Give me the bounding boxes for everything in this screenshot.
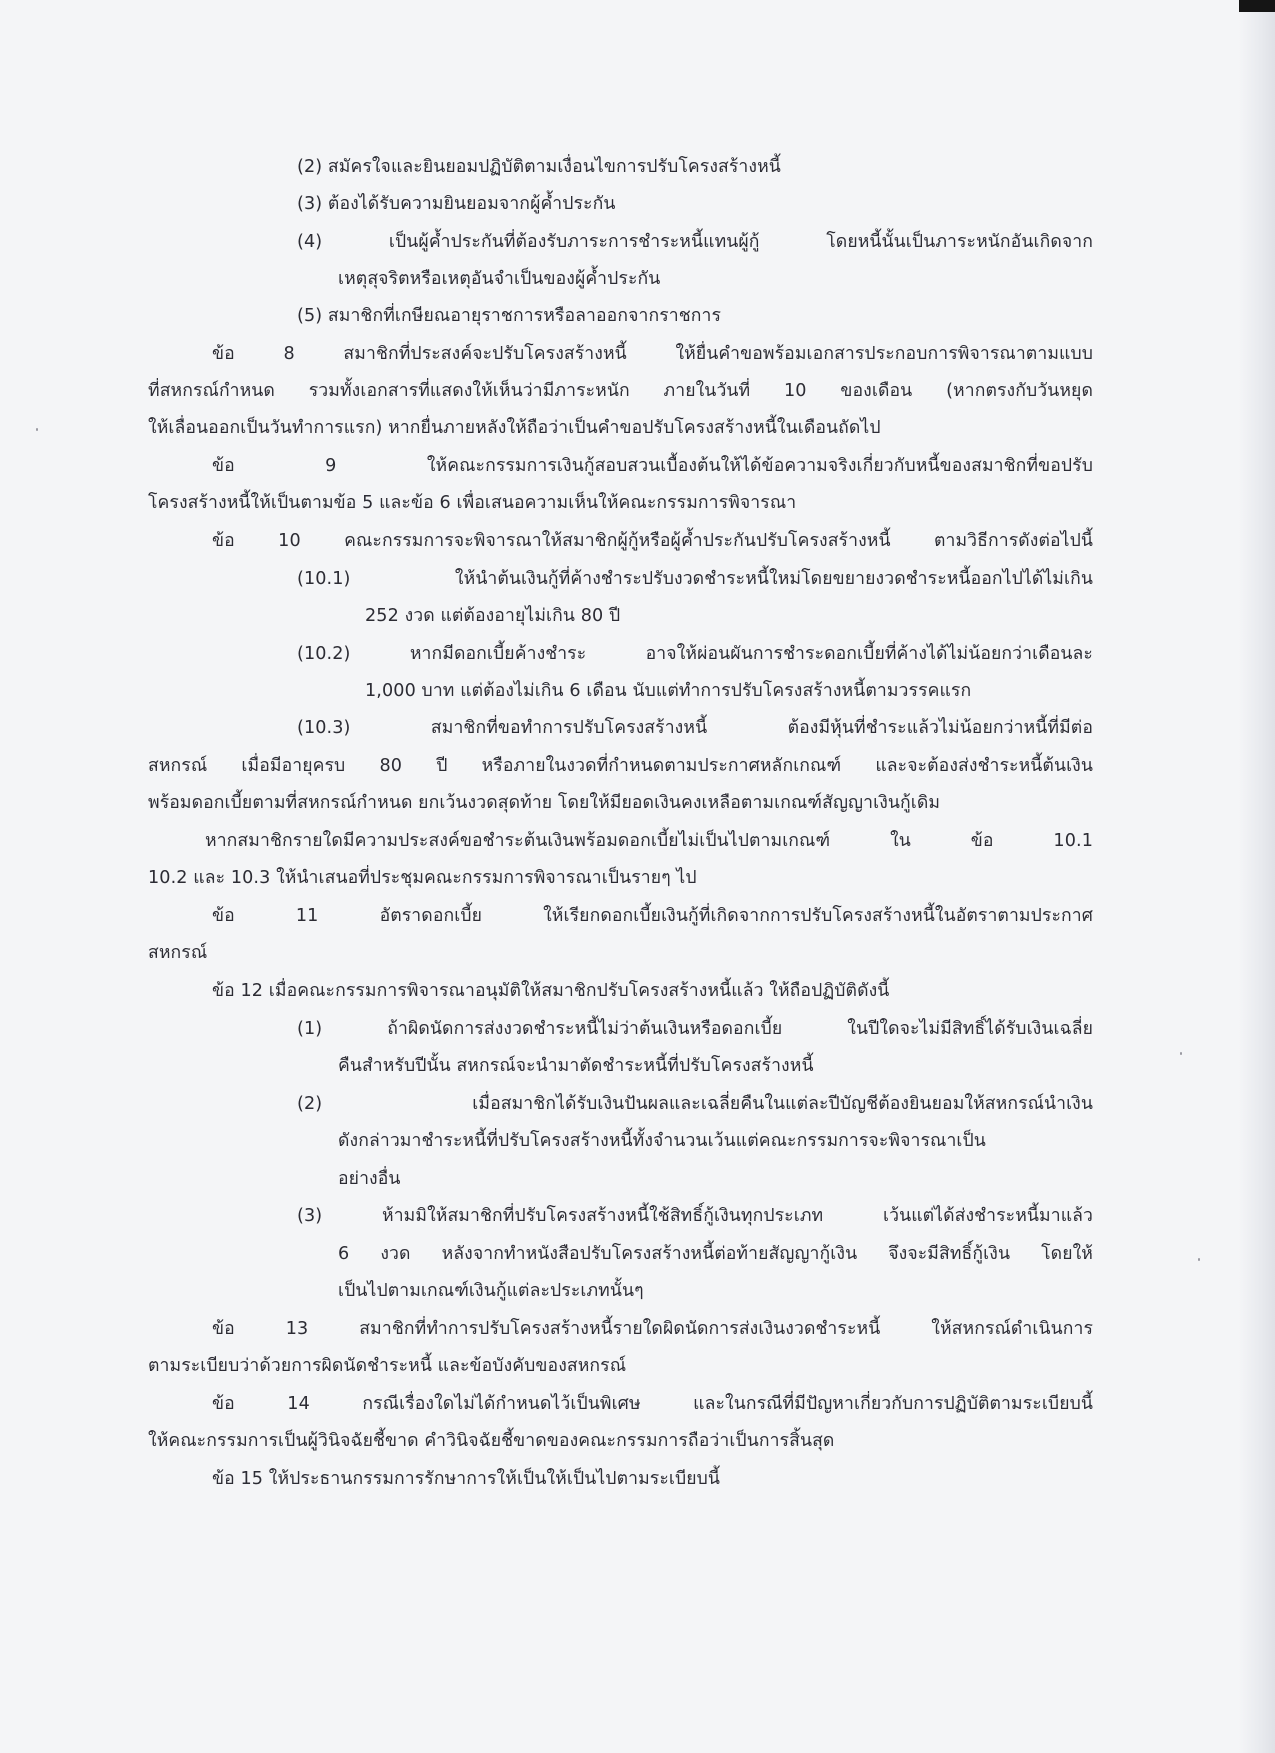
- clause-7-item-2: (2) สมัครใจและยินยอมปฏิบัติตามเงื่อนไขการปรับโครงสร้างหนี้: [297, 157, 781, 177]
- clause-12-item-1-cont: คืนสำหรับปีนั้น สหกรณ์จะนำมาตัดชำระหนี้ที่ปรับโครงสร้างหนี้: [338, 1056, 814, 1076]
- scan-speck: [36, 428, 38, 431]
- clause-12-item-3: (3) ห้ามมิให้สมาชิกที่ปรับโครงสร้างหนี้ใช้สิทธิ์กู้เงินทุกประเภท เว้นแต่ได้ส่งชำระหนี้มาแล้ว: [297, 1206, 1093, 1226]
- clause-10-1-cont: 252 งวด แต่ต้องอายุไม่เกิน 80 ปี: [365, 606, 621, 626]
- clause-11-line-2: สหกรณ์: [148, 943, 208, 963]
- clause-12-item-3-cont: 6 งวด หลังจากทำหนังสือปรับโครงสร้างหนี้ต่อท้ายสัญญากู้เงิน จึงจะมีสิทธิ์กู้เงิน โดยให้: [338, 1244, 1093, 1264]
- clause-9-line-2: โครงสร้างหนี้ให้เป็นตามข้อ 5 และข้อ 6 เพื่อเสนอความเห็นให้คณะกรรมการพิจารณา: [148, 493, 797, 513]
- clause-10-2-cont: 1,000 บาท แต่ต้องไม่เกิน 6 เดือน นับแต่ทำการปรับโครงสร้างหนี้ตามวรรคแรก: [365, 681, 972, 701]
- clause-8: ข้อ 8 สมาชิกที่ประสงค์จะปรับโครงสร้างหนี้ ให้ยื่นคำขอพร้อมเอกสารประกอบการพิจารณาตามแบบ: [212, 344, 1093, 364]
- clause-10-3-line-2: สหกรณ์ เมื่อมีอายุครบ 80 ปี หรือภายในงวดที่กำหนดตามประกาศหลักเกณฑ์ และจะต้องส่งชำระหนี้ต้นเงิน: [148, 756, 1093, 776]
- clause-12-item-1: (1) ถ้าผิดนัดการส่งงวดชำระหนี้ไม่ว่าต้นเงินหรือดอกเบี้ย ในปีใดจะไม่มีสิทธิ์ได้รับเงินเฉลี่ย: [297, 1019, 1093, 1039]
- clause-7-item-4: (4) เป็นผู้ค้ำประกันที่ต้องรับภาระการชำระหนี้แทนผู้กู้ โดยหนี้นั้นเป็นภาระหนักอันเกิดจาก: [297, 232, 1093, 252]
- clause-9: ข้อ 9 ให้คณะกรรมการเงินกู้สอบสวนเบื้องต้นให้ได้ข้อความจริงเกี่ยวกับหนี้ของสมาชิกที่ขอปรับ: [212, 456, 1093, 476]
- clause-7-item-4-cont: เหตุสุจริตหรือเหตุอันจำเป็นของผู้ค้ำประกัน: [338, 269, 661, 289]
- scan-speck: [1198, 1258, 1200, 1261]
- clause-14-line-2: ให้คณะกรรมการเป็นผู้วินิจฉัยชี้ขาด คำวินิจฉัยชี้ขาดของคณะกรรมการถือว่าเป็นการสิ้นสุด: [148, 1431, 835, 1451]
- clause-10-3-line-3: พร้อมดอกเบี้ยตามที่สหกรณ์กำหนด ยกเว้นงวดสุดท้าย โดยให้มียอดเงินคงเหลือตามเกณฑ์สัญญาเงินกู้เดิม: [148, 793, 941, 813]
- clause-12: ข้อ 12 เมื่อคณะกรรมการพิจารณาอนุมัติให้สมาชิกปรับโครงสร้างหนี้แล้ว ให้ถือปฏิบัติดังนี้: [212, 981, 890, 1001]
- clause-12-item-3-cont-2: เป็นไปตามเกณฑ์เงินกู้แต่ละประเภทนั้นๆ: [338, 1281, 644, 1301]
- scan-corner-mark: [1239, 0, 1275, 12]
- clause-10-2: (10.2) หากมีดอกเบี้ยค้างชำระ อาจให้ผ่อนผันการชำระดอกเบี้ยที่ค้างได้ไม่น้อยกว่าเดือนละ: [297, 644, 1093, 664]
- clause-10-3: (10.3) สมาชิกที่ขอทำการปรับโครงสร้างหนี้ ต้องมีหุ้นที่ชำระแล้วไม่น้อยกว่าหนี้ที่มีต่อ: [297, 718, 1093, 738]
- clause-7-item-5: (5) สมาชิกที่เกษียณอายุราชการหรือลาออกจากราชการ: [297, 306, 722, 326]
- clause-10-1: (10.1) ให้นำต้นเงินกู้ที่ค้างชำระปรับงวดชำระหนี้ใหม่โดยขยายงวดชำระหนี้ออกไปได้ไม่เกิน: [297, 569, 1093, 589]
- scan-speck: [1180, 1052, 1182, 1055]
- clause-8-line-3: ให้เลื่อนออกเป็นวันทำการแรก) หากยื่นภายหลังให้ถือว่าเป็นคำขอปรับโครงสร้างหนี้ในเดือนถัดไป: [148, 418, 881, 438]
- clause-11: ข้อ 11 อัตราดอกเบี้ย ให้เรียกดอกเบี้ยเงินกู้ที่เกิดจากการปรับโครงสร้างหนี้ในอัตราตามประกาศ: [212, 906, 1093, 926]
- clause-10: ข้อ 10 คณะกรรมการจะพิจารณาให้สมาชิกผู้กู้หรือผู้ค้ำประกันปรับโครงสร้างหนี้ ตามวิธีการดังต่อไปนี้: [212, 531, 1093, 551]
- clause-10-note: หากสมาชิกรายใดมีความประสงค์ขอชำระต้นเงินพร้อมดอกเบี้ยไม่เป็นไปตามเกณฑ์ ใน ข้อ 10.1: [205, 831, 1093, 851]
- clause-12-item-2-cont-2: อย่างอื่น: [338, 1169, 401, 1189]
- clause-7-item-3: (3) ต้องได้รับความยินยอมจากผู้ค้ำประกัน: [297, 194, 616, 214]
- clause-15: ข้อ 15 ให้ประธานกรรมการรักษาการให้เป็นให้เป็นไปตามระเบียบนี้: [212, 1469, 721, 1489]
- clause-12-item-2: (2) เมื่อสมาชิกได้รับเงินปันผลและเฉลี่ยคืนในแต่ละปีบัญชีต้องยินยอมให้สหกรณ์นำเงิน: [297, 1094, 1093, 1114]
- clause-10-note-line-2: 10.2 และ 10.3 ให้นำเสนอที่ประชุมคณะกรรมการพิจารณาเป็นรายๆ ไป: [148, 868, 697, 888]
- clause-13: ข้อ 13 สมาชิกที่ทำการปรับโครงสร้างหนี้รายใดผิดนัดการส่งเงินงวดชำระหนี้ ให้สหกรณ์ดำเนินการ: [212, 1319, 1093, 1339]
- scan-edge-shadow: [1239, 0, 1275, 1753]
- clause-12-item-2-cont: ดังกล่าวมาชำระหนี้ที่ปรับโครงสร้างหนี้ทั้งจำนวนเว้นแต่คณะกรรมการจะพิจารณาเป็น: [338, 1131, 986, 1151]
- clause-14: ข้อ 14 กรณีเรื่องใดไม่ได้กำหนดไว้เป็นพิเศษ และในกรณีที่มีปัญหาเกี่ยวกับการปฏิบัติตามระเบียบนี้: [212, 1394, 1093, 1414]
- clause-8-line-2: ที่สหกรณ์กำหนด รวมทั้งเอกสารที่แสดงให้เห็นว่ามีภาระหนัก ภายในวันที่ 10 ของเดือน (หากตรงกับวันหยุด: [148, 381, 1093, 401]
- clause-13-line-2: ตามระเบียบว่าด้วยการผิดนัดชำระหนี้ และข้อบังคับของสหกรณ์: [148, 1356, 627, 1376]
